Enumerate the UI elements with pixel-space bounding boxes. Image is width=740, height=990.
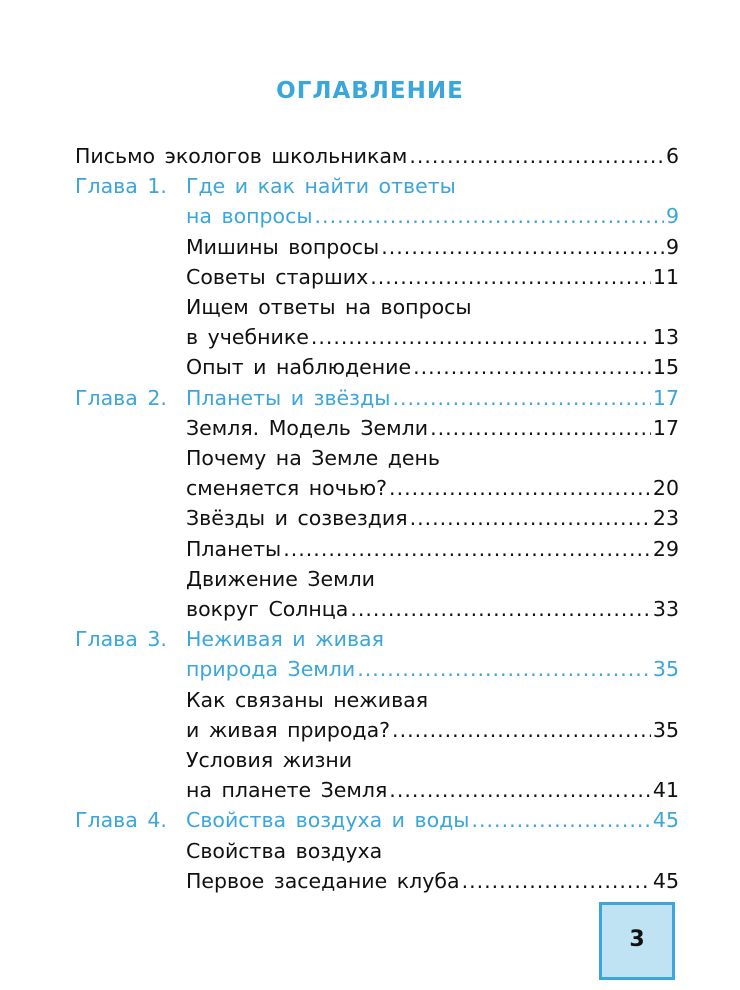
chapter-title	[186, 383, 679, 413]
toc-entry	[186, 292, 679, 322]
chapter-title	[186, 624, 679, 654]
dot-leader	[283, 534, 651, 564]
page-ref: 9	[665, 234, 679, 259]
page-ref: 35	[652, 717, 679, 742]
dot-leader	[430, 413, 651, 443]
dot-leader	[311, 322, 651, 352]
page-ref: 33	[652, 597, 679, 621]
entry-text: Советы старших	[186, 264, 369, 289]
entry-text: Свойства воздуха	[186, 838, 383, 863]
page-ref: 17	[652, 415, 679, 440]
page-ref: 45	[652, 808, 679, 833]
toc-entry	[186, 685, 679, 715]
entry-text: Первое заседание клуба	[186, 868, 460, 893]
toc-entry	[186, 413, 679, 443]
toc-entry	[186, 836, 679, 866]
toc-entry	[186, 262, 679, 292]
page-ref: 13	[652, 325, 679, 350]
entry-text: Условия жизни	[186, 748, 353, 772]
entry-text: Опыт и наблюдение	[186, 355, 412, 380]
page-ref: 9	[665, 204, 679, 229]
dot-leader	[350, 594, 651, 624]
dot-leader	[410, 503, 651, 533]
toc-entry	[186, 866, 679, 896]
entry-text: Ищем ответы на вопросы	[186, 295, 472, 319]
entry-text: вокруг Солнца	[186, 597, 349, 621]
page-ref: 11	[652, 264, 679, 289]
toc-entry	[186, 534, 679, 564]
chapter-title	[186, 654, 679, 684]
page-ref: 35	[652, 657, 679, 682]
dot-leader	[472, 805, 651, 835]
toc-entry	[186, 232, 679, 262]
dot-leader	[409, 141, 664, 171]
chapter-title	[186, 171, 679, 201]
chapter-label: Глава 2.	[75, 385, 167, 410]
entry-text: Как связаны неживая	[186, 687, 429, 712]
toc-entry	[186, 322, 679, 352]
page-ref: 20	[652, 476, 679, 501]
dot-leader	[462, 866, 651, 896]
page-ref: 45	[652, 868, 679, 893]
page-ref: 6	[665, 144, 679, 168]
entry-text: Планеты и звёзды	[186, 385, 391, 410]
entry-text: Движение Земли	[186, 566, 376, 591]
page-title: ОГЛАВЛЕНИЕ	[276, 78, 464, 104]
entry-text: Письмо экологов школьникам	[75, 144, 408, 168]
entry-text: Почему на Земле день	[186, 446, 440, 470]
dot-leader	[413, 352, 651, 382]
page-ref: 23	[652, 506, 679, 531]
chapter-title	[186, 201, 679, 231]
entry-text: Земля. Модель Земли	[186, 415, 429, 440]
page-ref: 15	[652, 355, 679, 380]
chapter-title	[186, 805, 679, 835]
entry-text: Где и как найти ответы	[186, 174, 456, 199]
page-ref: 17	[652, 385, 679, 410]
page-ref: 41	[652, 778, 679, 803]
dot-leader	[315, 201, 664, 231]
toc-entry	[186, 352, 679, 382]
dot-leader	[392, 383, 650, 413]
entry-text: в учебнике	[186, 325, 309, 350]
dot-leader	[381, 232, 664, 262]
entry-text: Звёзды и созвездия	[186, 506, 408, 531]
page-number: 3	[629, 927, 645, 952]
entry-text: и живая природа?	[186, 717, 391, 742]
dot-leader	[389, 775, 651, 805]
page-number-box	[599, 902, 675, 980]
entry-text: сменяется ночью?	[186, 476, 388, 501]
entry-text: Мишины вопросы	[186, 234, 380, 259]
toc-entry	[186, 503, 679, 533]
chapter-label: Глава 4.	[75, 808, 167, 833]
toc-entry	[186, 715, 679, 745]
entry-text: Планеты	[186, 536, 282, 561]
dot-leader	[392, 715, 651, 745]
toc-entry	[186, 745, 679, 775]
entry-text: на планете Земля	[186, 778, 388, 803]
chapter-label: Глава 3.	[75, 627, 167, 652]
entry-text: природа Земли	[186, 657, 356, 682]
toc-entry	[186, 594, 679, 624]
entry-text: на вопросы	[186, 204, 313, 229]
toc-entry	[186, 473, 679, 503]
toc-entry	[186, 775, 679, 805]
toc-entry-letter	[75, 141, 679, 171]
toc-entry	[186, 564, 679, 594]
entry-text: Свойства воздуха и воды	[186, 808, 470, 833]
page-ref: 29	[652, 536, 679, 561]
dot-leader	[357, 654, 651, 684]
entry-text: Неживая и живая	[186, 627, 384, 652]
chapter-label: Глава 1.	[75, 174, 167, 199]
dot-leader	[370, 262, 651, 292]
dot-leader	[389, 473, 651, 503]
toc-entry	[186, 443, 679, 473]
